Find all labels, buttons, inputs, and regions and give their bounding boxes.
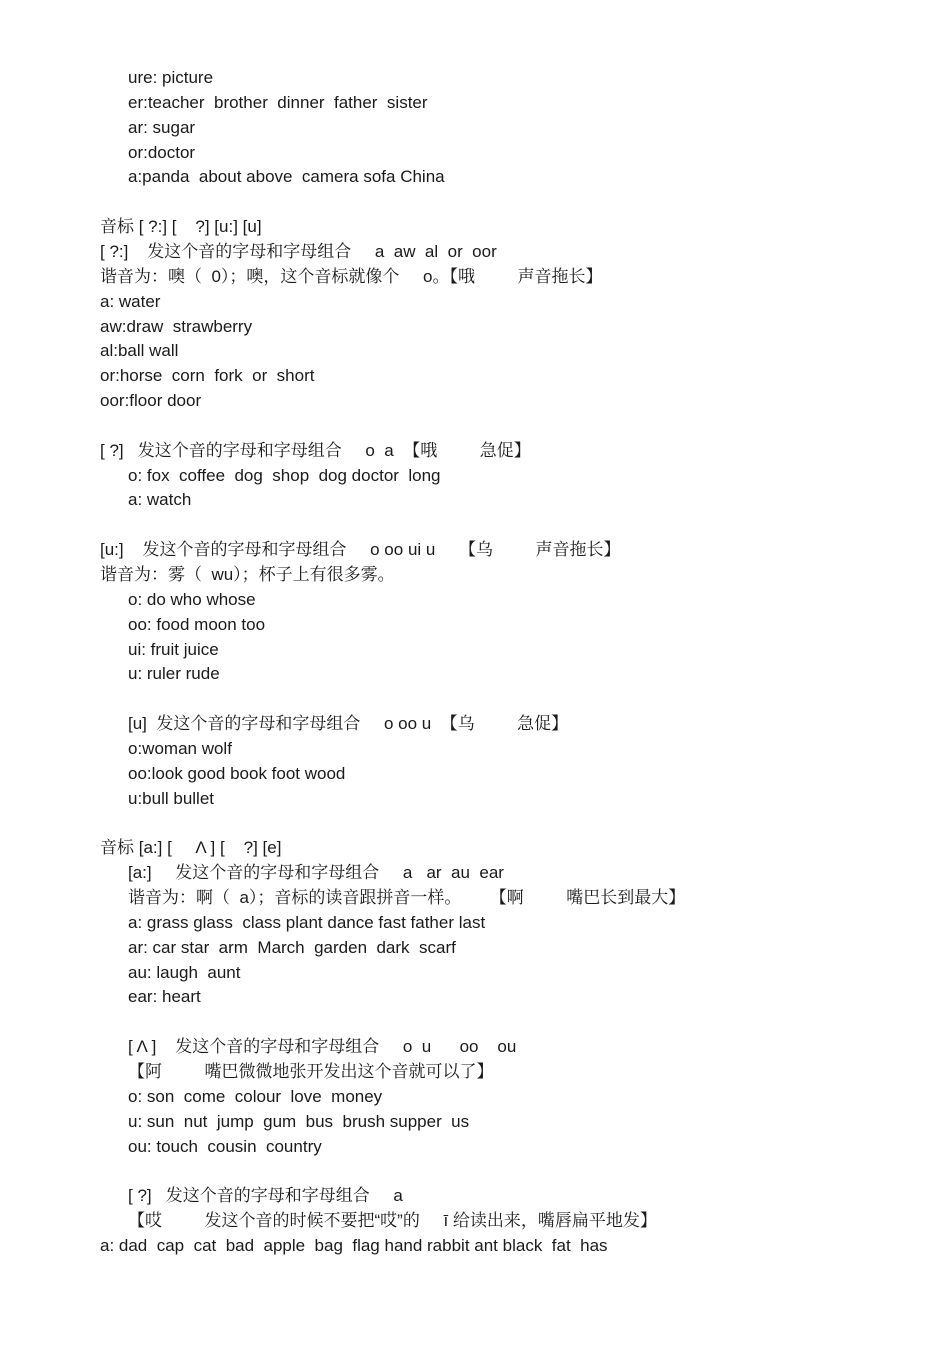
text-line: a: dad cap cat bad apple bag flag hand rabbit ant black fat has xyxy=(100,1235,608,1255)
text-line: u:bull bullet xyxy=(128,788,215,808)
text-line: ui: fruit juice xyxy=(128,639,219,659)
text-line: 谐音为：雾（ wu）；杯子上有很多雾。 xyxy=(100,565,395,584)
text-line: 音标 [ ?:] [ ?] [u:] [u] xyxy=(100,217,262,237)
text-line: ear: heart xyxy=(128,987,201,1007)
text-line: er:teacher brother dinner father sister xyxy=(128,92,428,112)
text-line: oo:look good book foot wood xyxy=(128,763,346,783)
text-line: [u] 发这个音的字母和字母组合 o oo u 【乌 急促】 xyxy=(128,714,569,734)
text-line: a: water xyxy=(100,291,161,311)
text-line: ar: sugar xyxy=(128,117,196,137)
text-line: o:woman wolf xyxy=(128,738,232,758)
text-line: 谐音为：噢（ 0）；噢，这个音标就像个 o。【哦 声音拖长】 xyxy=(100,266,603,286)
text-line: or:doctor xyxy=(128,142,196,162)
text-line: al:ball wall xyxy=(100,341,179,361)
text-line: o: son come colour love money xyxy=(128,1086,383,1106)
text-line: o: fox coffee dog shop dog doctor long xyxy=(128,465,441,485)
text-line: ure: picture xyxy=(128,68,214,87)
text-line: [ ?] 发这个音的字母和字母组合 o a 【哦 急促】 xyxy=(100,440,531,460)
text-line: oor:floor door xyxy=(100,391,202,411)
text-line: [ Λ ] 发这个音的字母和字母组合 o u oo ou xyxy=(128,1037,517,1057)
text-line: ou: touch cousin country xyxy=(128,1136,322,1156)
text-line: 【哎 发这个音的时候不要把“哎”的 ī 给读出来，嘴唇扁平地发】 xyxy=(128,1211,657,1231)
text-line: ar: car star arm March garden dark scarf xyxy=(128,937,456,957)
text-line: u: sun nut jump gum bus brush supper us xyxy=(128,1111,470,1131)
text-line: [a:] 发这个音的字母和字母组合 a ar au ear xyxy=(128,863,504,883)
text-line: oo: food moon too xyxy=(128,614,266,634)
text-line: a: grass glass class plant dance fast father last xyxy=(128,912,486,932)
text-line: [ ?:] 发这个音的字母和字母组合 a aw al or oor xyxy=(100,241,497,261)
text-line: a: watch xyxy=(128,490,192,510)
text-line: [ ?] 发这个音的字母和字母组合 a xyxy=(128,1186,403,1206)
text-line: 谐音为：啊（ a）；音标的读音跟拼音一样。 【啊 嘴巴长到最大】 xyxy=(128,888,686,908)
text-line: o: do who whose xyxy=(128,589,256,609)
text-line: or:horse corn fork or short xyxy=(100,366,315,386)
text-line: au: laugh aunt xyxy=(128,962,241,982)
text-line: u: ruler rude xyxy=(128,664,220,684)
text-line: a:panda about above camera sofa China xyxy=(128,167,445,187)
text-line: 【阿 嘴巴微微地张开发出这个音就可以了】 xyxy=(128,1062,494,1081)
text-line: 音标 [a:] [ Λ ] [ ?] [e] xyxy=(100,838,282,858)
text-line: aw:draw strawberry xyxy=(100,316,253,336)
text-line: [u:] 发这个音的字母和字母组合 o oo ui u 【乌 声音拖长】 xyxy=(100,540,621,560)
